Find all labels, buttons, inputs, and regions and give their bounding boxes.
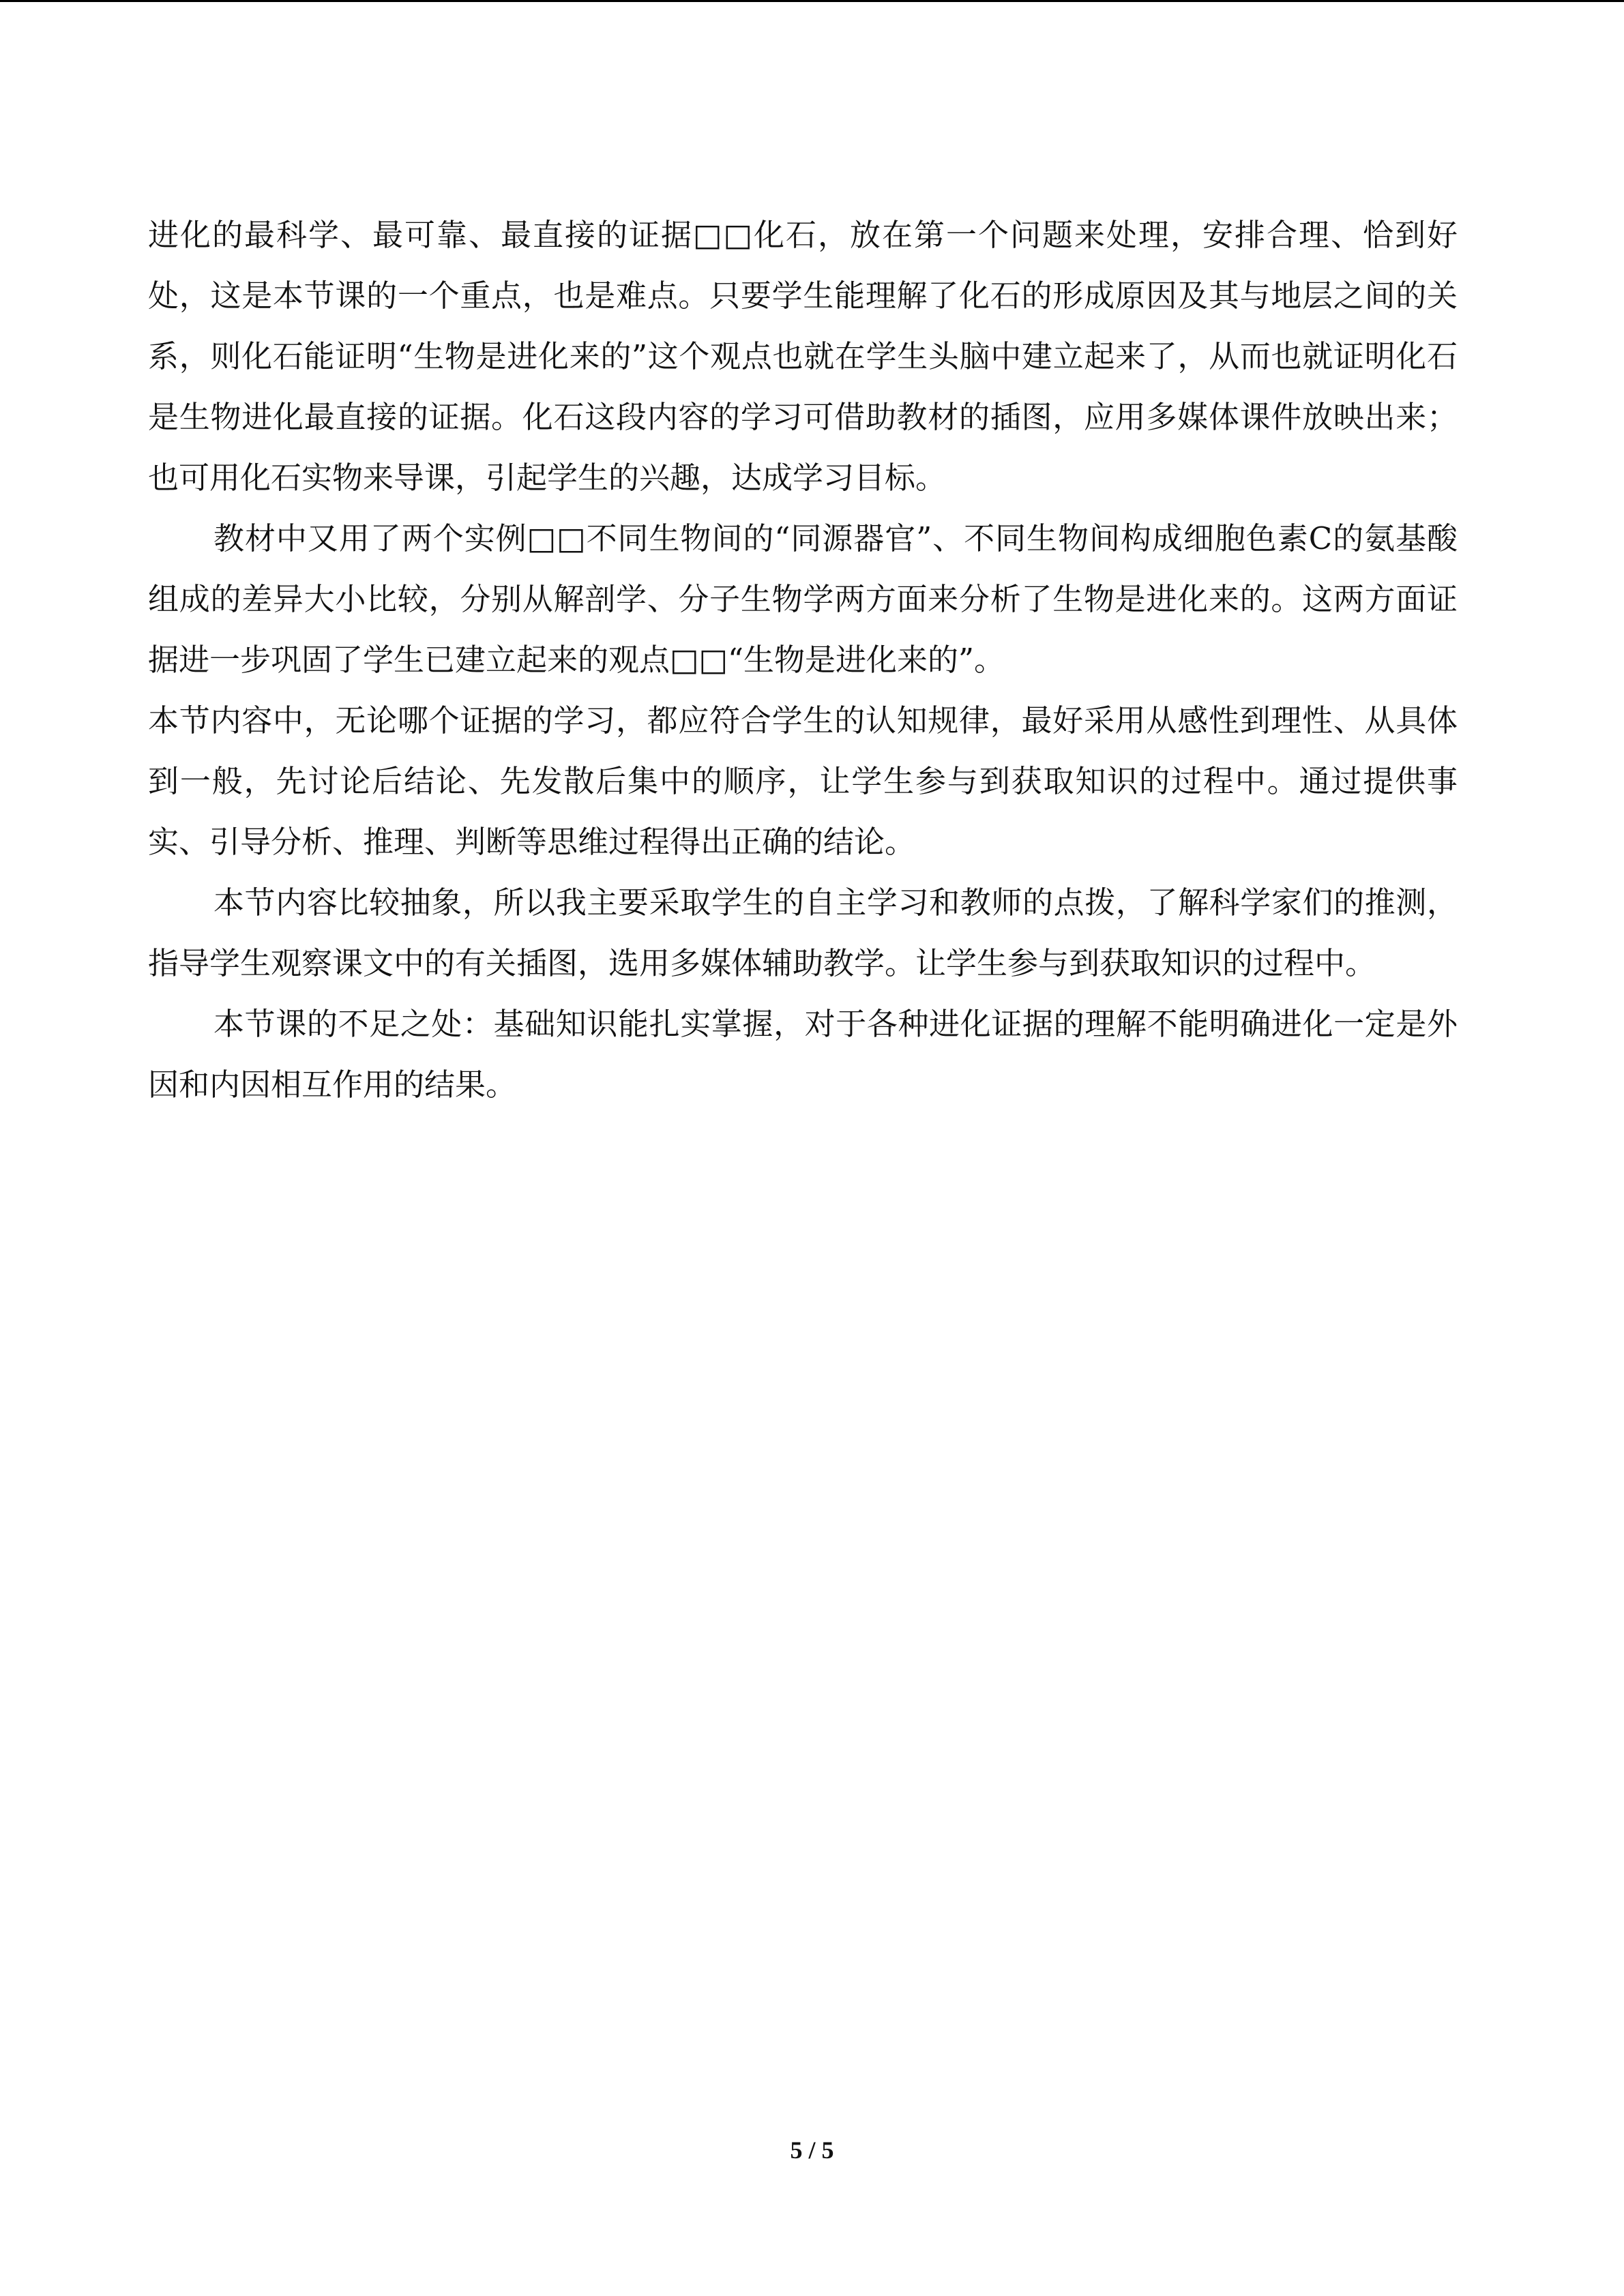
page-number: 5 / 5: [790, 2136, 834, 2164]
paragraph-4: 本节内容比较抽象，所以我主要采取学生的自主学习和教师的点拨，了解科学家们的推测，指导学生观察课文中的有关插图，选用多媒体辅助教学。让学生参与到获取知识的过程中。: [148, 884, 1458, 981]
document-body: [148, 205, 1458, 1115]
paragraph-5: 本节课的不足之处：基础知识能扎实掌握，对于各种进化证据的理解不能明确进化一定是外因和内因相互作用的结果。: [148, 1006, 1458, 1103]
top-border-line: [0, 0, 1624, 2]
paragraph-1: 进化的最科学、最可靠、最直接的证据□□化石，放在第一个问题来处理，安排合理、恰到好处，这是本节课的一个重点，也是难点。只要学生能理解了化石的形成原因及其与地层之间的关系，则化石能证明“生物是进化来的”这个观点也就在学生头脑中建立起来了，从而也就证明化石是生物进化最直接的证据。化石这段内容的学习可借助教材的插图，应用多媒体课件放映出来；也可用化石实物来导课，引起学生的兴趣，达成学习目标。: [148, 217, 1458, 496]
paragraph-2: 教材中又用了两个实例□□不同生物间的“同源器官”、不同生物间构成细胞色素C的氨基酸组成的差异大小比较，分别从解剖学、分子生物学两方面来分析了生物是进化来的。这两方面证据进一步巩固了学生已建立起来的观点□□“生物是进化来的”。: [148, 520, 1458, 678]
paragraph-3: 本节内容中，无论哪个证据的学习，都应符合学生的认知规律，最好采用从感性到理性、从具体到一般，先讨论后结论、先发散后集中的顺序，让学生参与到获取知识的过程中。通过提供事实、引导分析、推理、判断等思维过程得出正确的结论。: [148, 702, 1458, 860]
